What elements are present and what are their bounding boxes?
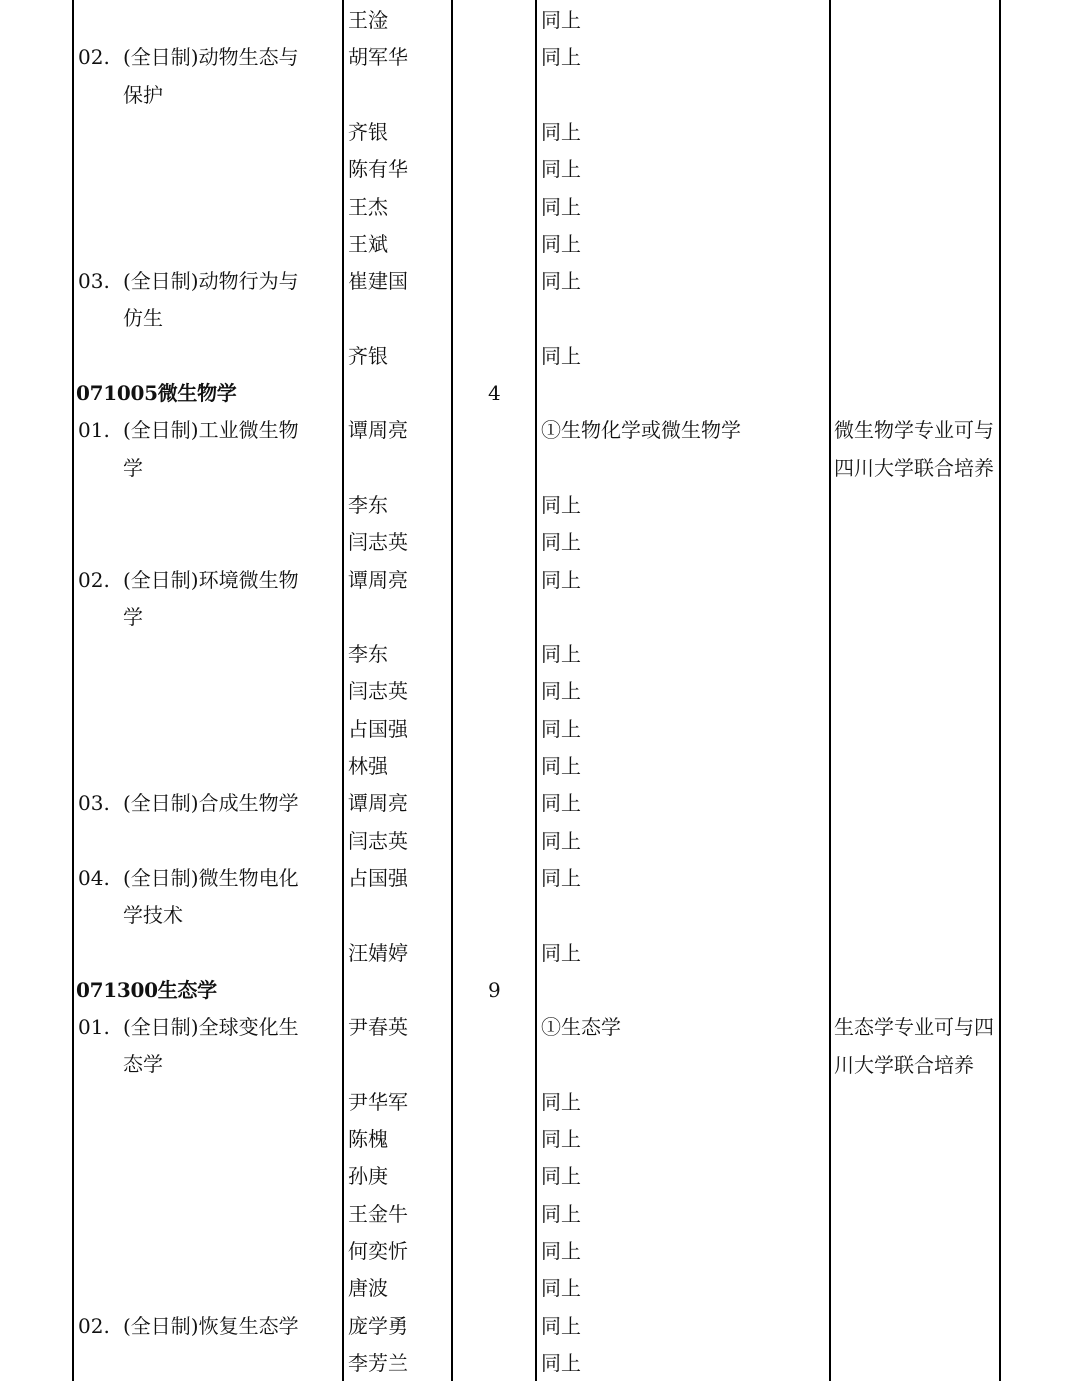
advisor-name: 闫志英 [348, 828, 408, 853]
exam-subject: 同上 [541, 45, 581, 70]
research-direction: (全日制)工业微生物 [123, 418, 299, 443]
table-row [0, 487, 1074, 524]
exam-subject: 同上 [541, 492, 581, 517]
table-row [0, 77, 1074, 114]
exam-subject: 同上 [541, 940, 581, 965]
table-row [0, 450, 1074, 487]
remark-note: 生态学专业可与四川大学联合培养 [834, 1015, 994, 1077]
table-row [0, 748, 1074, 785]
exam-subject: 同上 [541, 791, 581, 816]
table-row [0, 935, 1074, 972]
advisor-name: 孙庚 [348, 1164, 388, 1189]
table-row [0, 114, 1074, 151]
advisor-name: 唐波 [348, 1276, 388, 1301]
research-direction: 仿生 [123, 306, 163, 331]
exam-subject: 同上 [541, 1238, 581, 1263]
research-direction: (全日制)动物行为与 [123, 269, 299, 294]
exam-subject: ①生态学 [541, 1015, 621, 1040]
exam-subject: 同上 [541, 231, 581, 256]
exam-subject: 同上 [541, 1164, 581, 1189]
table-row [0, 1270, 1074, 1307]
direction-number: 01. [78, 418, 110, 443]
quota-count: 9 [488, 977, 501, 1002]
advisor-name: 王斌 [348, 231, 388, 256]
exam-subject: 同上 [541, 530, 581, 555]
advisor-name: 陈有华 [348, 157, 408, 182]
direction-number: 02. [78, 45, 110, 70]
table-row [0, 1009, 1074, 1077]
major-title: 071005微生物学 [76, 381, 237, 405]
research-direction: (全日制)恢复生态学 [123, 1313, 299, 1338]
research-direction: (全日制)全球变化生 [123, 1015, 299, 1040]
exam-subject: 同上 [541, 642, 581, 667]
direction-number: 02. [78, 1313, 110, 1338]
exam-subject: 同上 [541, 828, 581, 853]
exam-subject: 同上 [541, 1089, 581, 1114]
direction-number: 04. [78, 865, 110, 890]
table-row [0, 300, 1074, 337]
research-direction: 态学 [123, 1052, 163, 1077]
table-row [0, 1308, 1074, 1345]
research-direction: (全日制)动物生态与 [123, 45, 299, 70]
advisor-name: 胡军华 [348, 45, 408, 70]
research-direction: 保护 [123, 82, 163, 107]
exam-subject: ①生物化学或微生物学 [541, 418, 741, 443]
table-row [0, 1084, 1074, 1121]
advisor-name: 王金牛 [348, 1201, 408, 1226]
exam-subject: 同上 [541, 716, 581, 741]
table-row [0, 1158, 1074, 1195]
advisor-name: 尹华军 [348, 1089, 408, 1114]
table-row [0, 39, 1074, 76]
advisor-name: 崔建国 [348, 269, 408, 294]
advisor-name: 庞学勇 [348, 1313, 408, 1338]
table-row [0, 860, 1074, 897]
table-row [0, 1121, 1074, 1158]
advisor-name: 李东 [348, 642, 388, 667]
table-row [0, 897, 1074, 934]
advisor-name: 谭周亮 [348, 418, 408, 443]
advisor-name: 谭周亮 [348, 567, 408, 592]
advisor-name: 谭周亮 [348, 791, 408, 816]
advisor-name: 林强 [348, 754, 388, 778]
exam-subject: 同上 [541, 269, 581, 294]
advisor-name: 汪婧婷 [348, 940, 408, 965]
table-row [0, 189, 1074, 226]
advisor-name: 何奕忻 [348, 1238, 408, 1263]
advisor-name: 王杰 [348, 194, 388, 219]
research-direction: (全日制)合成生物学 [123, 791, 299, 816]
exam-subject: 同上 [541, 1127, 581, 1151]
advisor-name: 王淦 [348, 8, 388, 32]
major-title: 071300生态学 [76, 977, 217, 1002]
advisor-name: 闫志英 [348, 679, 408, 704]
direction-number: 02. [78, 567, 110, 592]
advisor-name: 占国强 [348, 716, 408, 741]
advisor-name: 齐银 [348, 343, 388, 368]
table-row [0, 636, 1074, 673]
exam-subject: 同上 [541, 157, 581, 182]
advisor-name: 陈槐 [348, 1127, 388, 1151]
advisor-name: 李芳兰 [348, 1350, 408, 1375]
table-row [0, 1046, 1074, 1083]
exam-subject: 同上 [541, 1313, 581, 1338]
advisor-name: 齐银 [348, 119, 388, 144]
direction-number: 03. [78, 791, 110, 816]
table-row [0, 1233, 1074, 1270]
table-row [0, 823, 1074, 860]
research-direction: 学 [123, 604, 143, 629]
research-direction: (全日制)环境微生物 [123, 567, 299, 592]
exam-subject: 同上 [541, 119, 581, 144]
research-direction: (全日制)微生物电化 [123, 865, 299, 890]
table-row [0, 1196, 1074, 1233]
exam-subject: 同上 [541, 8, 581, 32]
advisor-name: 李东 [348, 492, 388, 517]
exam-subject: 同上 [541, 343, 581, 368]
table-row [0, 226, 1074, 263]
table-row [0, 151, 1074, 188]
table-row [0, 599, 1074, 636]
direction-number: 01. [78, 1015, 110, 1040]
advisor-name: 占国强 [348, 865, 408, 890]
exam-subject: 同上 [541, 567, 581, 592]
table-row [0, 2, 1074, 39]
advisor-name: 闫志英 [348, 530, 408, 555]
major-header-row [0, 375, 1074, 412]
exam-subject: 同上 [541, 679, 581, 704]
exam-subject: 同上 [541, 1350, 581, 1375]
table-row [0, 412, 1074, 480]
remark-note: 微生物学专业可与四川大学联合培养 [834, 418, 994, 480]
major-header-row [0, 972, 1074, 1009]
exam-subject: 同上 [541, 754, 581, 778]
table-row [0, 785, 1074, 822]
table-row [0, 711, 1074, 748]
exam-subject: 同上 [541, 1276, 581, 1301]
table-row [0, 1345, 1074, 1382]
direction-number: 03. [78, 269, 110, 294]
table-row [0, 263, 1074, 300]
table-row [0, 338, 1074, 375]
table-row [0, 524, 1074, 561]
advisor-name: 尹春英 [348, 1015, 408, 1040]
research-direction: 学 [123, 455, 143, 480]
quota-count: 4 [488, 381, 501, 405]
exam-subject: 同上 [541, 1201, 581, 1226]
table-row [0, 673, 1074, 710]
table-row [0, 562, 1074, 599]
exam-subject: 同上 [541, 865, 581, 890]
research-direction: 学技术 [123, 903, 183, 928]
exam-subject: 同上 [541, 194, 581, 219]
